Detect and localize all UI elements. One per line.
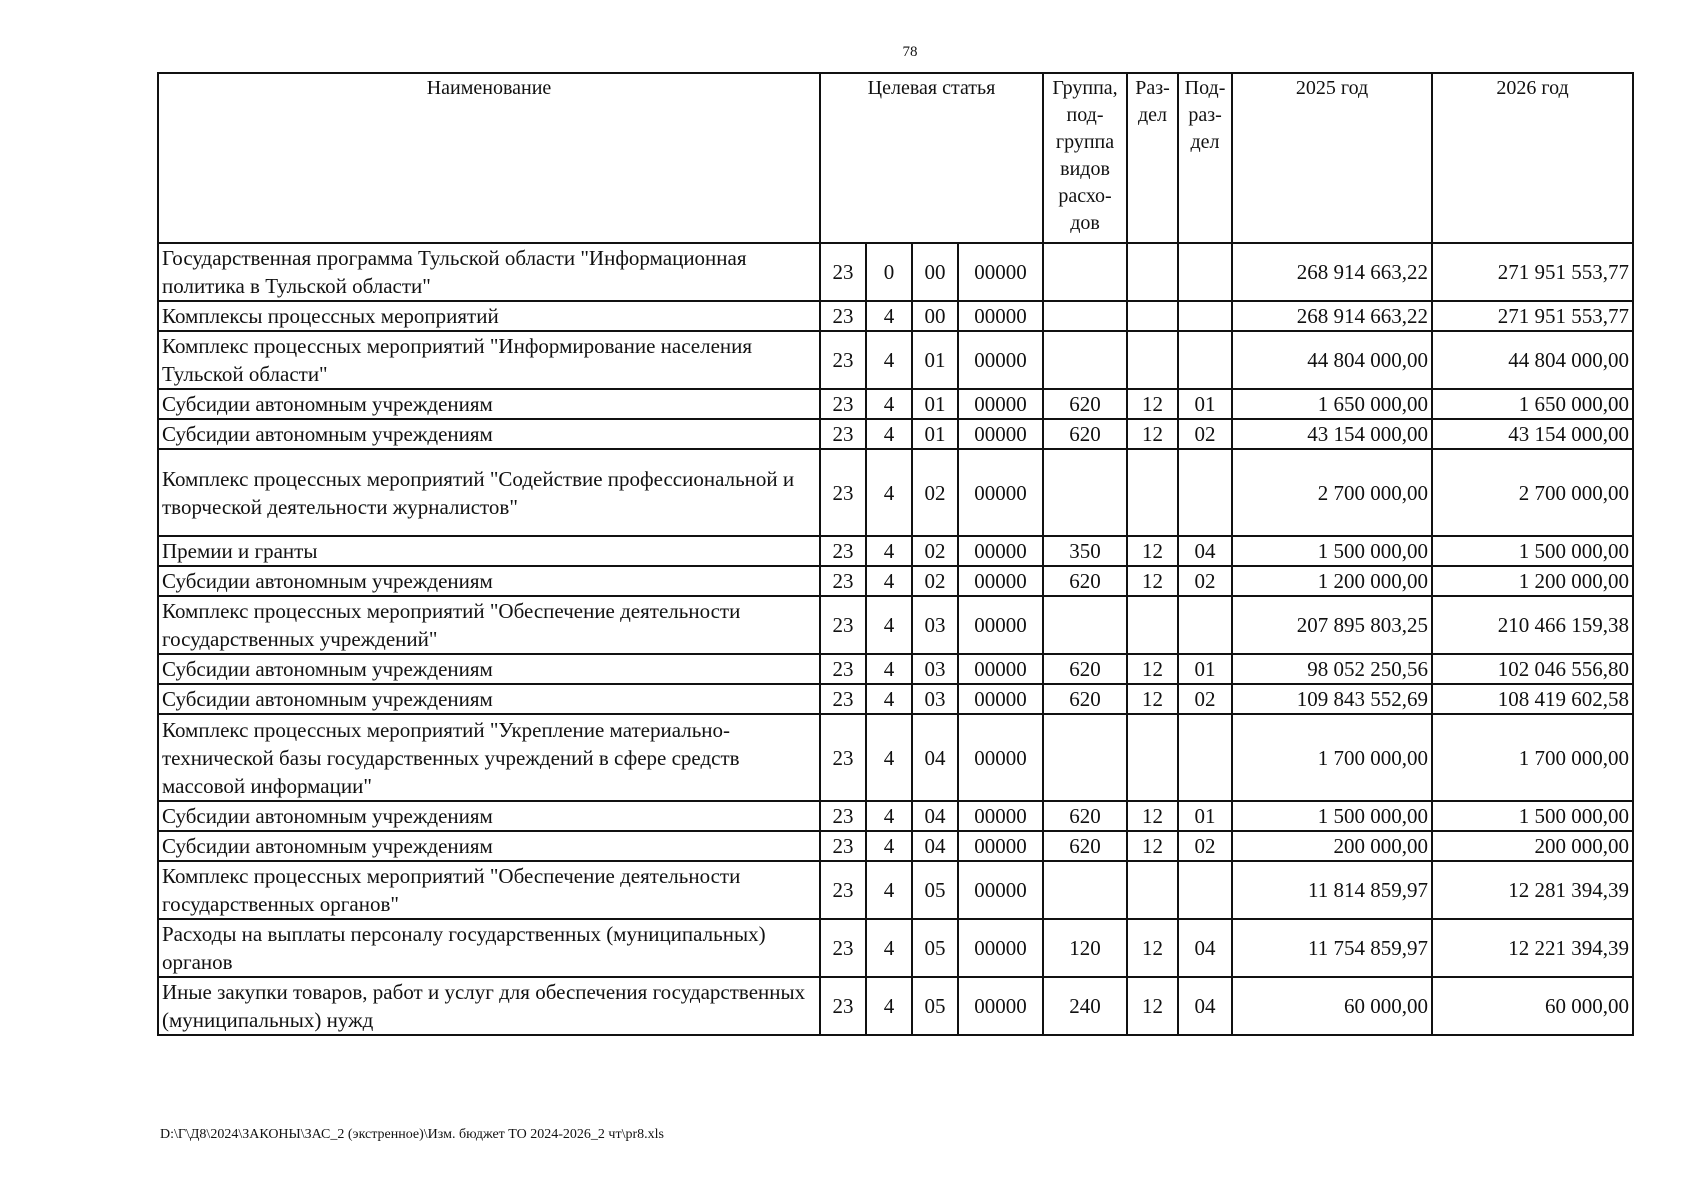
row-name: Иные закупки товаров, работ и услуг для обеспечения государственных (муниципальных) нужд (158, 977, 820, 1035)
target-code-c: 01 (912, 389, 958, 419)
target-code-d: 00000 (958, 801, 1043, 831)
target-code-c: 05 (912, 919, 958, 977)
section-code: 12 (1127, 536, 1178, 566)
target-code-c: 00 (912, 243, 958, 301)
table-row (158, 831, 1633, 861)
table-row (158, 919, 1633, 977)
expense-group: 620 (1043, 389, 1127, 419)
target-code-b: 4 (866, 714, 912, 801)
target-code-b: 4 (866, 566, 912, 596)
section-code: 12 (1127, 919, 1178, 977)
table-row (158, 566, 1633, 596)
amount-2025: 43 154 000,00 (1232, 419, 1432, 449)
target-code-d: 00000 (958, 389, 1043, 419)
table-row (158, 389, 1633, 419)
table-row (158, 977, 1633, 1035)
row-name: Субсидии автономным учреждениям (158, 419, 820, 449)
target-code-b: 4 (866, 301, 912, 331)
target-code-a: 23 (820, 389, 866, 419)
section-code: 12 (1127, 389, 1178, 419)
section-code (1127, 861, 1178, 919)
target-code-d: 00000 (958, 654, 1043, 684)
table-row (158, 801, 1633, 831)
amount-2025: 98 052 250,56 (1232, 654, 1432, 684)
target-code-d: 00000 (958, 449, 1043, 536)
target-code-c: 03 (912, 684, 958, 714)
section-code (1127, 331, 1178, 389)
target-code-d: 00000 (958, 919, 1043, 977)
subsection-code: 02 (1178, 419, 1232, 449)
target-code-d: 00000 (958, 861, 1043, 919)
section-code: 12 (1127, 684, 1178, 714)
amount-2026: 1 700 000,00 (1432, 714, 1633, 801)
row-name: Государственная программа Тульской области "Информационная политика в Тульской области" (158, 243, 820, 301)
expense-group (1043, 861, 1127, 919)
section-code: 12 (1127, 977, 1178, 1035)
target-code-c: 00 (912, 301, 958, 331)
subsection-code (1178, 449, 1232, 536)
target-code-b: 4 (866, 654, 912, 684)
target-code-d: 00000 (958, 596, 1043, 654)
subsection-code (1178, 301, 1232, 331)
expense-group: 620 (1043, 801, 1127, 831)
section-code: 12 (1127, 654, 1178, 684)
target-code-b: 4 (866, 596, 912, 654)
row-name: Комплекс процессных мероприятий "Обеспечение деятельности государственных учреждений" (158, 596, 820, 654)
row-name: Комплекс процессных мероприятий "Информирование населения Тульской области" (158, 331, 820, 389)
row-name: Субсидии автономным учреждениям (158, 654, 820, 684)
target-code-b: 4 (866, 831, 912, 861)
amount-2026: 12 221 394,39 (1432, 919, 1633, 977)
amount-2025: 1 650 000,00 (1232, 389, 1432, 419)
target-code-b: 4 (866, 861, 912, 919)
target-code-b: 4 (866, 919, 912, 977)
target-code-a: 23 (820, 654, 866, 684)
section-code (1127, 714, 1178, 801)
target-code-b: 4 (866, 419, 912, 449)
subsection-code (1178, 243, 1232, 301)
header-subsection: Под-раз-дел (1178, 73, 1232, 243)
row-name: Комплекс процессных мероприятий "Содействие профессиональной и творческой деятельности журналистов" (158, 449, 820, 536)
amount-2025: 60 000,00 (1232, 977, 1432, 1035)
header-target-article: Целевая статья (820, 73, 1043, 243)
target-code-a: 23 (820, 831, 866, 861)
subsection-code: 04 (1178, 977, 1232, 1035)
header-row (158, 73, 1633, 243)
target-code-c: 03 (912, 654, 958, 684)
target-code-c: 02 (912, 449, 958, 536)
amount-2025: 109 843 552,69 (1232, 684, 1432, 714)
amount-2026: 1 500 000,00 (1432, 801, 1633, 831)
expense-group (1043, 301, 1127, 331)
table-row (158, 331, 1633, 389)
target-code-a: 23 (820, 419, 866, 449)
subsection-code: 04 (1178, 919, 1232, 977)
subsection-code: 01 (1178, 389, 1232, 419)
amount-2026: 1 200 000,00 (1432, 566, 1633, 596)
row-name: Субсидии автономным учреждениям (158, 389, 820, 419)
subsection-code: 04 (1178, 536, 1232, 566)
footer-file-path: D:\Г\Д8\2024\ЗАКОНЫ\ЗАС_2 (экстренное)\Изм. бюджет ТО 2024-2026_2 чт\pr8.xls (160, 1127, 664, 1142)
amount-2026: 12 281 394,39 (1432, 861, 1633, 919)
section-code: 12 (1127, 566, 1178, 596)
amount-2025: 207 895 803,25 (1232, 596, 1432, 654)
table-row (158, 714, 1633, 801)
subsection-code: 02 (1178, 566, 1232, 596)
subsection-code (1178, 331, 1232, 389)
page-number: 78 (902, 44, 918, 60)
target-code-a: 23 (820, 566, 866, 596)
amount-2026: 44 804 000,00 (1432, 331, 1633, 389)
target-code-a: 23 (820, 449, 866, 536)
target-code-b: 4 (866, 449, 912, 536)
expense-group: 120 (1043, 919, 1127, 977)
table-row (158, 596, 1633, 654)
amount-2025: 2 700 000,00 (1232, 449, 1432, 536)
amount-2026: 1 650 000,00 (1432, 389, 1633, 419)
amount-2026: 271 951 553,77 (1432, 301, 1633, 331)
amount-2026: 271 951 553,77 (1432, 243, 1633, 301)
target-code-a: 23 (820, 536, 866, 566)
target-code-c: 05 (912, 977, 958, 1035)
section-code (1127, 596, 1178, 654)
row-name: Субсидии автономным учреждениям (158, 566, 820, 596)
subsection-code (1178, 596, 1232, 654)
target-code-c: 01 (912, 331, 958, 389)
header-year-2025: 2025 год (1232, 73, 1432, 243)
target-code-a: 23 (820, 684, 866, 714)
expense-group: 620 (1043, 654, 1127, 684)
target-code-a: 23 (820, 243, 866, 301)
amount-2026: 210 466 159,38 (1432, 596, 1633, 654)
target-code-d: 00000 (958, 566, 1043, 596)
target-code-b: 4 (866, 331, 912, 389)
amount-2026: 60 000,00 (1432, 977, 1633, 1035)
target-code-d: 00000 (958, 977, 1043, 1035)
target-code-a: 23 (820, 331, 866, 389)
section-code: 12 (1127, 801, 1178, 831)
amount-2025: 200 000,00 (1232, 831, 1432, 861)
target-code-d: 00000 (958, 243, 1043, 301)
target-code-d: 00000 (958, 536, 1043, 566)
row-name: Комплекс процессных мероприятий "Обеспечение деятельности государственных органов" (158, 861, 820, 919)
table-row (158, 536, 1633, 566)
target-code-a: 23 (820, 861, 866, 919)
target-code-b: 4 (866, 389, 912, 419)
section-code: 12 (1127, 419, 1178, 449)
row-name: Комплексы процессных мероприятий (158, 301, 820, 331)
row-name: Субсидии автономным учреждениям (158, 831, 820, 861)
header-group: Группа, под-группа видов расхо-дов (1043, 73, 1127, 243)
subsection-code: 02 (1178, 684, 1232, 714)
target-code-a: 23 (820, 977, 866, 1035)
target-code-a: 23 (820, 596, 866, 654)
section-code (1127, 449, 1178, 536)
table-row (158, 301, 1633, 331)
table-row (158, 243, 1633, 301)
amount-2026: 2 700 000,00 (1432, 449, 1633, 536)
target-code-c: 05 (912, 861, 958, 919)
subsection-code: 01 (1178, 654, 1232, 684)
amount-2026: 108 419 602,58 (1432, 684, 1633, 714)
table-row (158, 449, 1633, 536)
section-code (1127, 243, 1178, 301)
section-code (1127, 301, 1178, 331)
subsection-code: 01 (1178, 801, 1232, 831)
target-code-a: 23 (820, 801, 866, 831)
amount-2026: 200 000,00 (1432, 831, 1633, 861)
target-code-c: 02 (912, 536, 958, 566)
expense-group (1043, 331, 1127, 389)
row-name: Комплекс процессных мероприятий "Укрепление материально-технической базы государственных учреждений в сфере средств массовой информации" (158, 714, 820, 801)
target-code-d: 00000 (958, 831, 1043, 861)
amount-2026: 102 046 556,80 (1432, 654, 1633, 684)
budget-table (157, 72, 1634, 1036)
table-row (158, 861, 1633, 919)
amount-2025: 11 814 859,97 (1232, 861, 1432, 919)
target-code-d: 00000 (958, 419, 1043, 449)
table-row (158, 654, 1633, 684)
expense-group: 350 (1043, 536, 1127, 566)
target-code-a: 23 (820, 301, 866, 331)
amount-2026: 43 154 000,00 (1432, 419, 1633, 449)
table-row (158, 684, 1633, 714)
subsection-code (1178, 861, 1232, 919)
target-code-b: 4 (866, 977, 912, 1035)
row-name: Субсидии автономным учреждениям (158, 801, 820, 831)
target-code-a: 23 (820, 714, 866, 801)
header-year-2026: 2026 год (1432, 73, 1633, 243)
target-code-d: 00000 (958, 331, 1043, 389)
amount-2025: 1 200 000,00 (1232, 566, 1432, 596)
amount-2026: 1 500 000,00 (1432, 536, 1633, 566)
target-code-c: 04 (912, 714, 958, 801)
expense-group: 620 (1043, 831, 1127, 861)
table-body (158, 243, 1633, 1035)
expense-group: 620 (1043, 684, 1127, 714)
row-name: Субсидии автономным учреждениям (158, 684, 820, 714)
expense-group (1043, 596, 1127, 654)
target-code-c: 04 (912, 831, 958, 861)
expense-group (1043, 714, 1127, 801)
expense-group: 620 (1043, 419, 1127, 449)
amount-2025: 44 804 000,00 (1232, 331, 1432, 389)
amount-2025: 1 500 000,00 (1232, 536, 1432, 566)
target-code-c: 04 (912, 801, 958, 831)
target-code-c: 01 (912, 419, 958, 449)
amount-2025: 1 700 000,00 (1232, 714, 1432, 801)
table-row (158, 419, 1633, 449)
amount-2025: 1 500 000,00 (1232, 801, 1432, 831)
row-name: Премии и гранты (158, 536, 820, 566)
amount-2025: 11 754 859,97 (1232, 919, 1432, 977)
target-code-c: 03 (912, 596, 958, 654)
amount-2025: 268 914 663,22 (1232, 243, 1432, 301)
amount-2025: 268 914 663,22 (1232, 301, 1432, 331)
target-code-b: 4 (866, 536, 912, 566)
header-section: Раз-дел (1127, 73, 1178, 243)
section-code: 12 (1127, 831, 1178, 861)
target-code-d: 00000 (958, 684, 1043, 714)
target-code-a: 23 (820, 919, 866, 977)
target-code-b: 4 (866, 684, 912, 714)
header-name: Наименование (158, 73, 820, 243)
expense-group (1043, 243, 1127, 301)
target-code-d: 00000 (958, 301, 1043, 331)
subsection-code: 02 (1178, 831, 1232, 861)
target-code-b: 4 (866, 801, 912, 831)
expense-group (1043, 449, 1127, 536)
subsection-code (1178, 714, 1232, 801)
expense-group: 620 (1043, 566, 1127, 596)
target-code-c: 02 (912, 566, 958, 596)
target-code-b: 0 (866, 243, 912, 301)
row-name: Расходы на выплаты персоналу государственных (муниципальных) органов (158, 919, 820, 977)
expense-group: 240 (1043, 977, 1127, 1035)
target-code-d: 00000 (958, 714, 1043, 801)
